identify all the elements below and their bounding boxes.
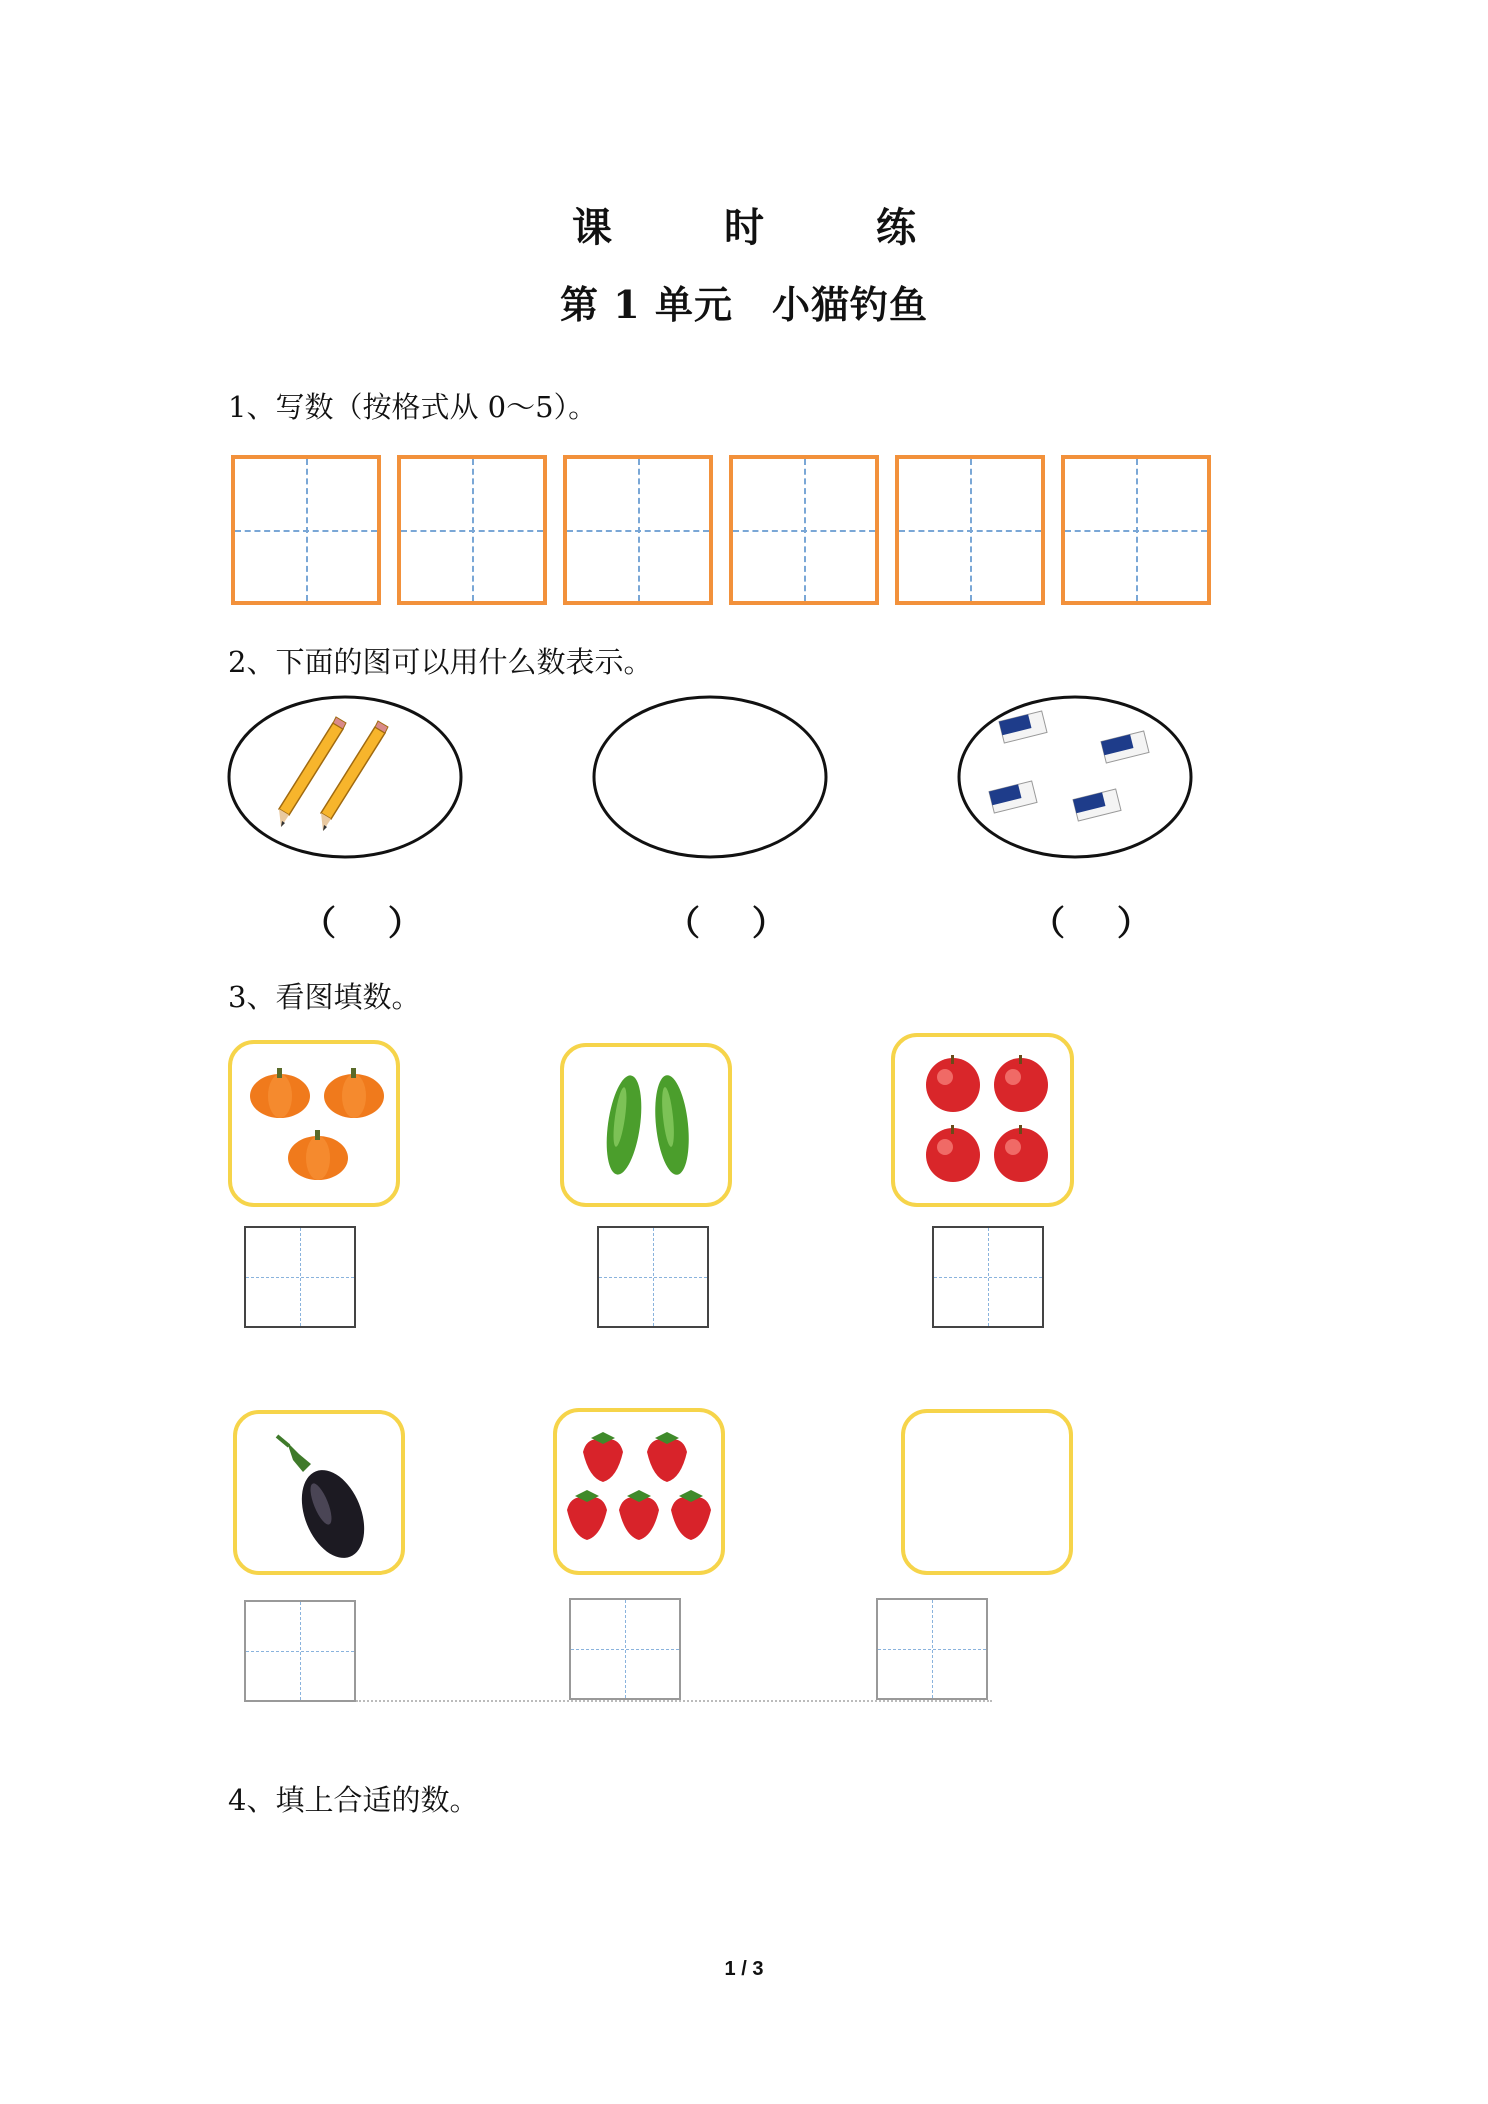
pumpkin-icon	[250, 1068, 310, 1118]
writing-box-3[interactable]	[729, 455, 879, 605]
oval-pencils	[225, 693, 465, 861]
card-pumpkins	[228, 1040, 400, 1207]
strawberry-icon	[647, 1432, 687, 1482]
card-empty	[901, 1409, 1073, 1575]
strawberry-icon	[619, 1490, 659, 1540]
card-eggplant	[233, 1410, 405, 1575]
answer-blank-1[interactable]: （ ）	[666, 904, 788, 944]
question-3: 3、看图填数。	[228, 980, 421, 1014]
eraser-icon	[989, 781, 1037, 813]
answer-box-4[interactable]	[569, 1598, 681, 1700]
apple-icon	[994, 1125, 1048, 1182]
page-title: 课 时 练	[572, 204, 952, 251]
answer-box-3[interactable]	[244, 1600, 356, 1702]
oval-erasers	[955, 693, 1195, 861]
cucumber-icon	[651, 1074, 693, 1177]
question-1: 1、写数（按格式从 0～5）。	[228, 390, 598, 424]
answer-blank-0[interactable]: （ ）	[302, 904, 424, 944]
oval-empty	[590, 693, 830, 861]
apple-icon	[926, 1055, 980, 1112]
card-strawberries	[553, 1408, 725, 1575]
strawberry-icon	[671, 1490, 711, 1540]
answer-box-0[interactable]	[244, 1226, 356, 1328]
question-4: 4、填上合适的数。	[228, 1783, 479, 1817]
writing-box-1[interactable]	[397, 455, 547, 605]
page-subtitle: 第 1 单元 小猫钓鱼	[560, 282, 928, 327]
page-number: 1 / 3	[724, 1958, 764, 1980]
eraser-icon	[1101, 731, 1149, 763]
question-2: 2、下面的图可以用什么数表示。	[228, 645, 653, 679]
pumpkin-icon	[324, 1068, 384, 1118]
apple-icon	[994, 1055, 1048, 1112]
writing-box-4[interactable]	[895, 455, 1045, 605]
answer-box-2[interactable]	[932, 1226, 1044, 1328]
answer-blank-2[interactable]: （ ）	[1031, 904, 1153, 944]
pumpkin-icon	[288, 1130, 348, 1180]
answer-box-5[interactable]	[876, 1598, 988, 1700]
strawberry-icon	[567, 1490, 607, 1540]
apple-icon	[926, 1125, 980, 1182]
cucumber-icon	[601, 1073, 647, 1176]
writing-box-2[interactable]	[563, 455, 713, 605]
dotted-guide	[356, 1700, 992, 1702]
card-apples	[891, 1033, 1074, 1207]
eraser-icon	[999, 711, 1047, 743]
writing-box-0[interactable]	[231, 455, 381, 605]
eggplant-icon	[277, 1436, 376, 1567]
writing-box-5[interactable]	[1061, 455, 1211, 605]
answer-box-1[interactable]	[597, 1226, 709, 1328]
eraser-icon	[1073, 789, 1121, 821]
strawberry-icon	[583, 1432, 623, 1482]
card-cucumbers	[560, 1043, 732, 1207]
